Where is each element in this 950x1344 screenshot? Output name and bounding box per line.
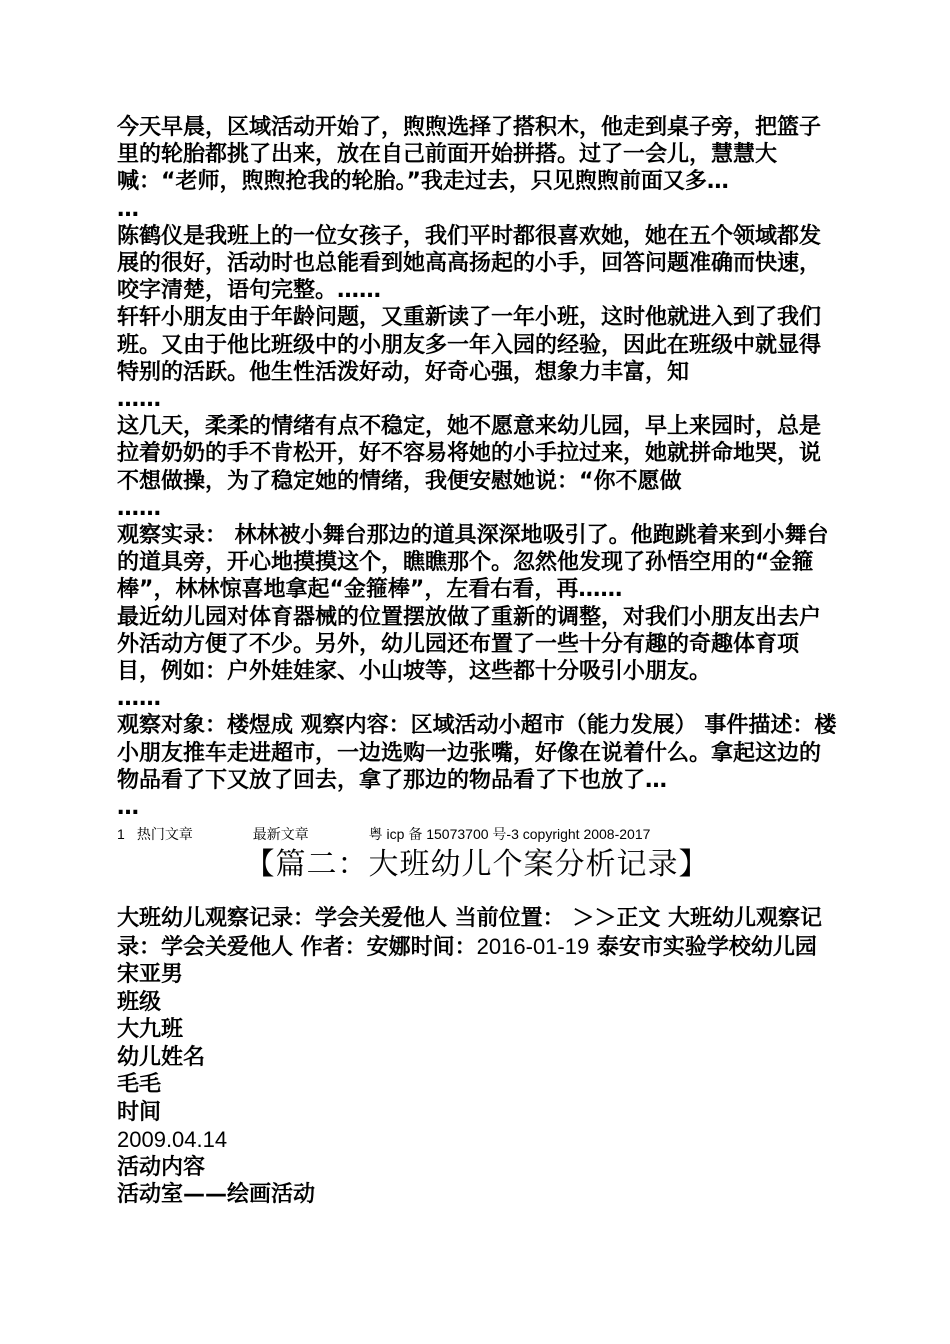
- paragraph-ellipsis: ……: [117, 387, 161, 413]
- paragraph-text: 陈鹤仪是我班上的一位女孩子，我们平时都很喜欢她，她在五个领域都发展的很好，活动时也总能看到她高高扬起的小手，回答问题准确而快速，咬字清楚，语句完整。……: [117, 223, 822, 304]
- document-page: [117, 114, 837, 1209]
- paragraph: [117, 604, 837, 713]
- field-label-time: 时间: [117, 1099, 162, 1125]
- case-date: 2016-01-19: [476, 933, 590, 959]
- paragraph: [117, 223, 837, 305]
- hot-articles-link[interactable]: 热门文章: [136, 826, 193, 843]
- paragraph-ellipsis: …: [117, 196, 139, 222]
- field-value-name: 毛毛: [117, 1072, 162, 1098]
- page-number: 1: [117, 826, 125, 843]
- field-value-activity: 活动室——绘画活动: [117, 1182, 316, 1208]
- paragraph-text: 轩轩小朋友由于年龄问题，又重新读了一年小班，这时他就进入到了我们班。又由于他比班级中的小朋友多一年入园的经验，因此在班级中就显得特别的活跃。他生性活泼好动，好奇心强，想象力丰富，知: [117, 305, 822, 385]
- case-fields: [117, 989, 837, 1209]
- paragraph-text: 这几天，柔柔的情绪有点不稳定，她不愿意来幼儿园，早上来园时，总是拉着奶奶的手不肯松开，好不容易将她的小手拉过来，她就拼命地哭，说不想做操，为了稳定她的情绪，我便安慰她说：“你不愿做: [117, 414, 822, 494]
- field-label-activity: 活动内容: [117, 1154, 206, 1180]
- case-header: [117, 905, 837, 989]
- paragraph-text: 最近幼儿园对体育器械的位置摆放做了重新的调整，对我们小朋友出去户外活动方便了不少。另外，幼儿园还布置了一些十分有趣的奇趣体育项目，例如：户外娃娃家、小山坡等，这些都十分吸引小朋友。: [117, 604, 822, 685]
- section-title: 【篇二：大班幼儿个案分析记录】: [244, 847, 710, 883]
- paragraph: [117, 304, 837, 413]
- field-label-class: 班级: [117, 989, 162, 1015]
- case-school: 泰安市实验学校幼儿园 宋亚男: [117, 934, 817, 988]
- paragraph-text: 观察对象：楼煜成 观察内容：区域活动小超市（能力发展） 事件描述：楼小朋友推车走进超市，一边选购一边张嘴，好像在说着什么。拿起这边的物品看了下又放了回去，拿了那边的物品看了下也放了…: [117, 713, 837, 793]
- paragraph-text: 今天早晨，区域活动开始了，煦煦选择了搭积木，他走到桌子旁，把篮子里的轮胎都挑了出来，放在自己前面开始拼搭。过了一会儿，慧慧大喊：“老师，煦煦抢我的轮胎。”我走过去，只见煦煦前面又多…: [117, 115, 822, 195]
- latest-articles-link[interactable]: 最新文章: [252, 826, 309, 843]
- field-value-time: 2009.04.14: [117, 1127, 228, 1153]
- field-label-name: 幼儿姓名: [117, 1044, 206, 1070]
- paragraph: [117, 522, 837, 604]
- paragraph-ellipsis: …: [117, 795, 139, 821]
- paragraph-ellipsis: ……: [117, 686, 161, 712]
- paragraph-ellipsis: ……: [117, 495, 161, 521]
- paragraph-text: 观察实录： 林林被小舞台那边的道具深深地吸引了。他跑跳着来到小舞台的道具旁，开心地摸摸这个，瞧瞧那个。忽然他发现了孙悟空用的“金箍棒”，林林惊喜地拿起“金箍棒”，左看右看，再……: [117, 523, 829, 603]
- page-footer: [117, 825, 837, 843]
- field-value-class: 大九班: [117, 1017, 184, 1043]
- paragraph: [117, 413, 837, 522]
- icp-copyright: 粤 icp 备 15073700 号-3 copyright 2008-2017: [368, 826, 651, 843]
- paragraph: [117, 114, 837, 223]
- case-header-text: 大班幼儿观察记录：学会关爱他人 当前位置： ＞＞正文 大班幼儿观察记录：学会关爱他人 作者：安娜时间：: [117, 906, 822, 960]
- paragraph: [117, 712, 837, 821]
